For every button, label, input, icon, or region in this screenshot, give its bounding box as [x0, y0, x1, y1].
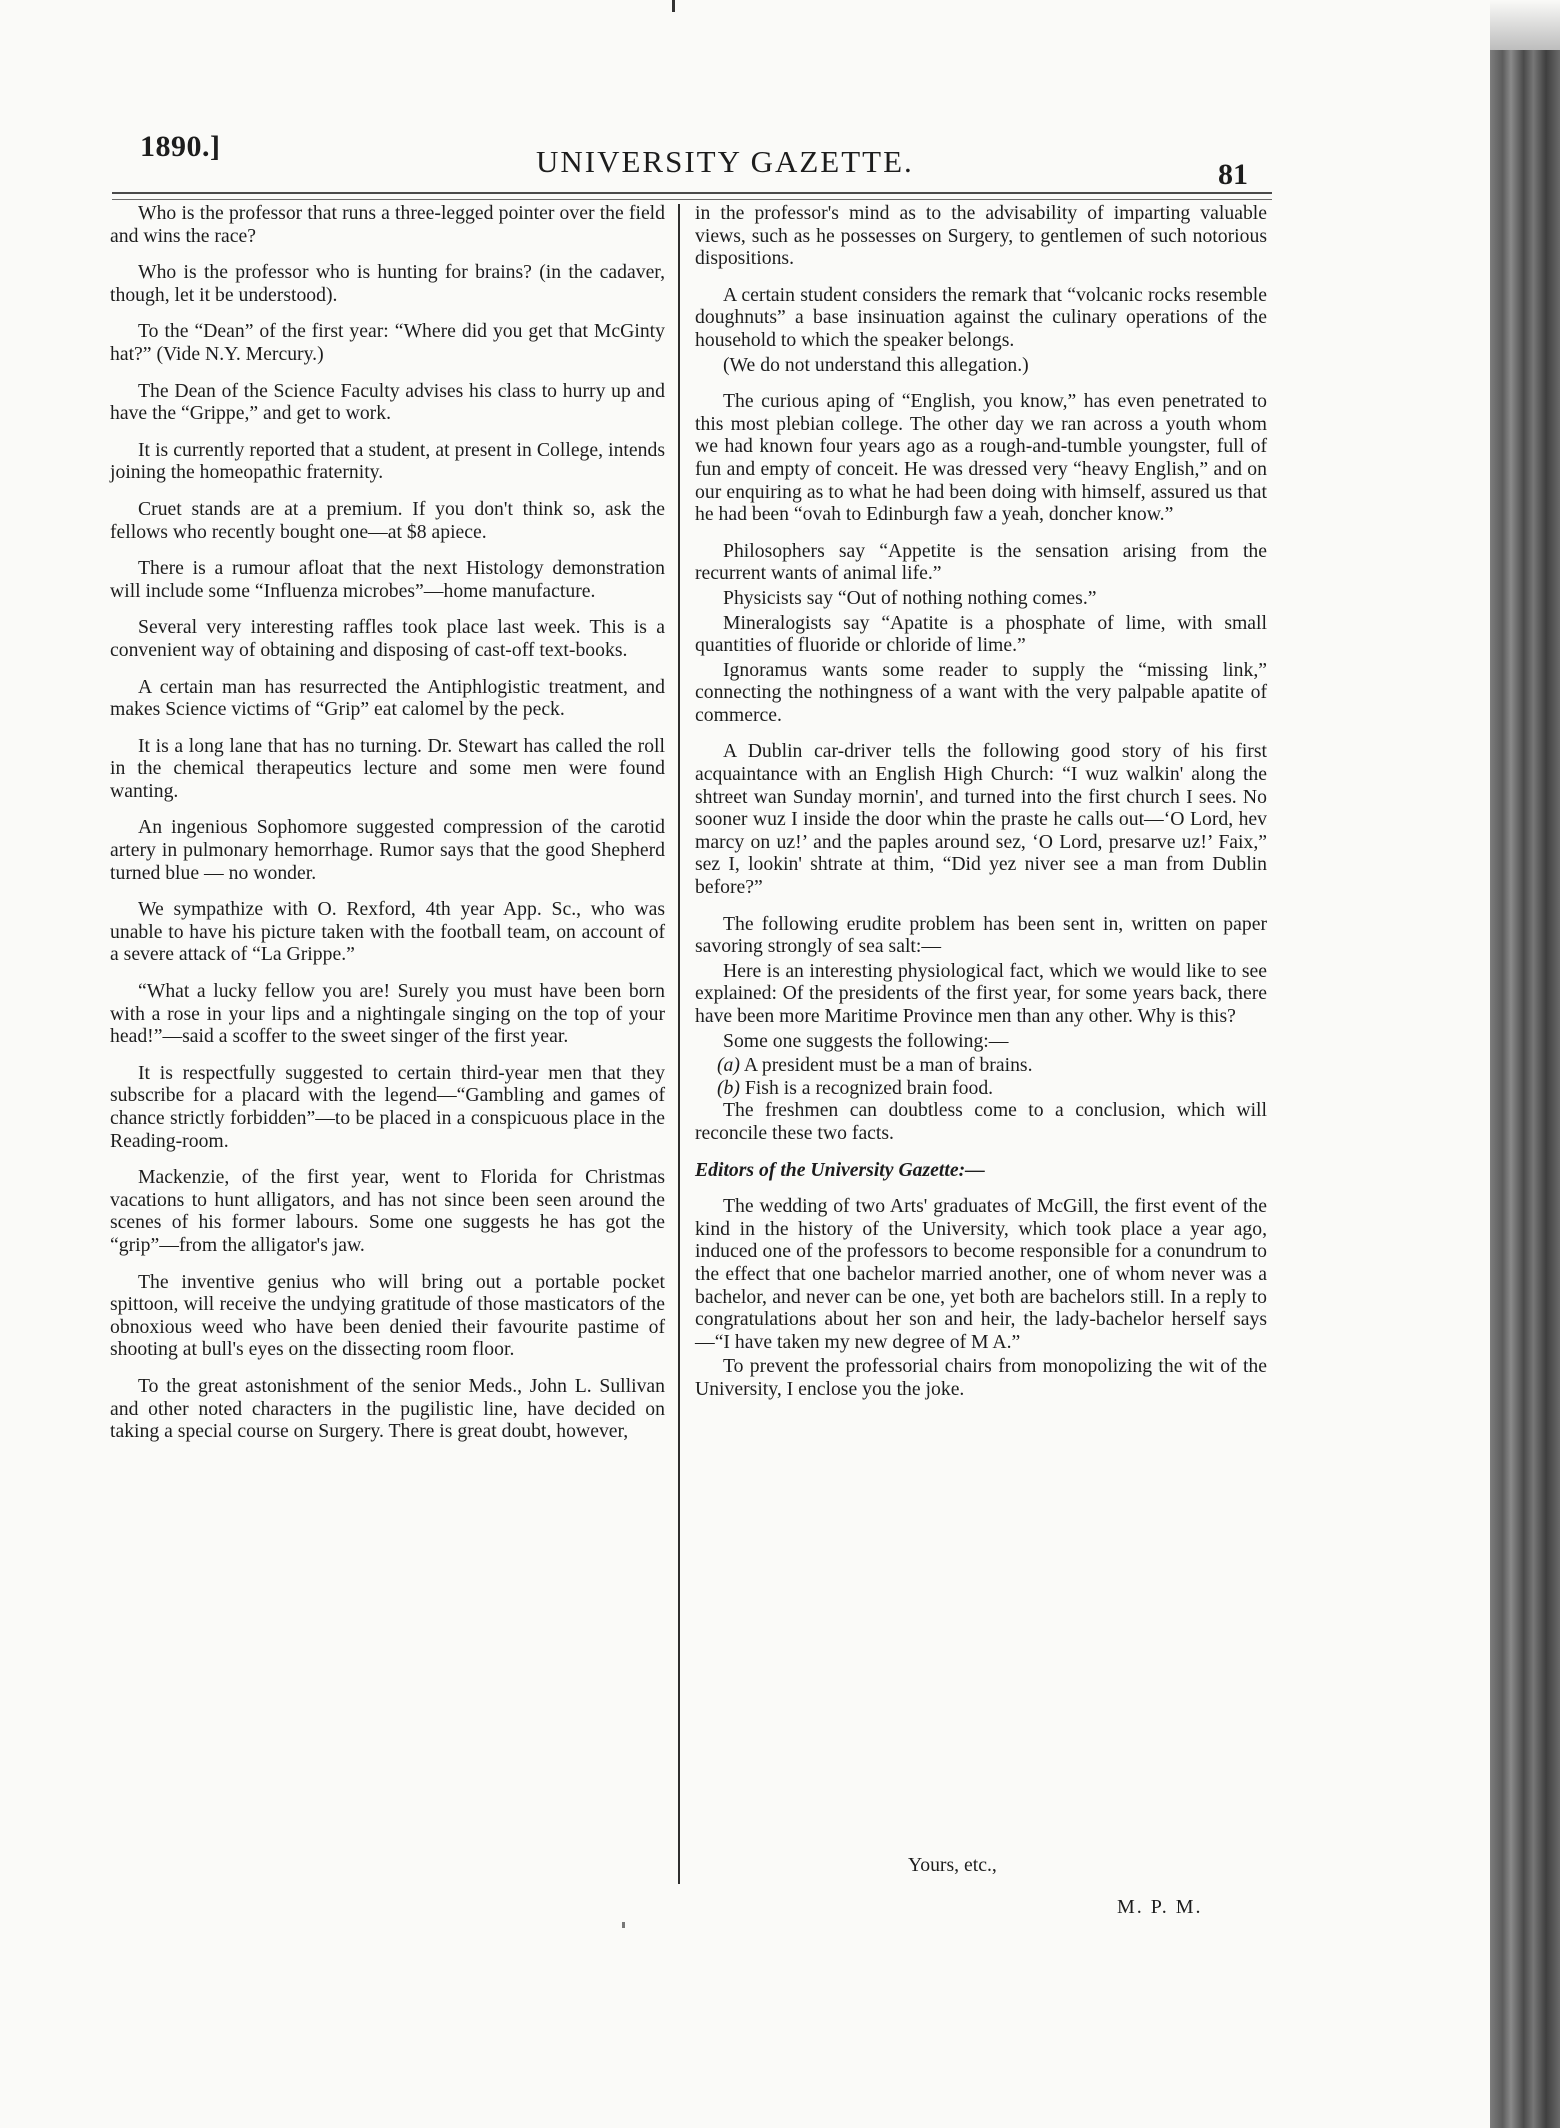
paragraph: in the professor's mind as to the advisability of imparting valuable views, such as he possesses on Surgery, to gentlemen of such notorious dispositions.	[695, 202, 1267, 270]
item-marker: (a)	[717, 1054, 740, 1077]
paragraph: Mackenzie, of the first year, went to Florida for Christmas vacations to hunt alligators, and has not since been seen around the scenes of his former labours. Some one suggests he has got the “grip”—from the alligator's jaw.	[110, 1166, 665, 1256]
paragraph: It is currently reported that a student, at present in College, intends joining the homeopathic fraternity.	[110, 438, 665, 484]
list-item	[695, 1077, 1267, 1100]
paragraph: We sympathize with O. Rexford, 4th year App. Sc., who was unable to have his picture taken with the football team, on account of a severe attack of “La Grippe.”	[110, 898, 665, 966]
column-divider	[678, 204, 680, 1884]
paragraph: An ingenious Sophomore suggested compression of the carotid artery in pulmonary hemorrhage. Rumor says that the good Shepherd turned blue — no wonder.	[110, 816, 665, 884]
paragraph: Mineralogists say “Apatite is a phosphate of lime, with small quantities of fluoride or chloride of lime.”	[695, 611, 1267, 657]
paragraph: Who is the professor that runs a three-legged pointer over the field and wins the race?	[110, 202, 665, 247]
paragraph: To the great astonishment of the senior Meds., John L. Sullivan and other noted characters in the pugilistic line, have decided on taking a special course on Surgery. There is great doubt, however,	[110, 1374, 665, 1443]
paragraph: Here is an interesting physiological fact, which we would like to see explained: Of the presidents of the first year, for some years back, there have been more Maritime Province men than any other. Why is this?	[695, 959, 1267, 1027]
journal-title: UNIVERSITY GAZETTE.	[536, 144, 914, 179]
paragraph: To the “Dean” of the first year: “Where did you get that McGinty hat?” (Vide N.Y. Mercury.)	[110, 320, 665, 365]
paragraph: The curious aping of “English, you know,” has even penetrated to this most plebian college. The other day we ran across a youth whom we had known four years ago as a rough-and-tumble youngster, full of fun and empty of conceit. He was dressed very “heavy English,” and on our enquiring as to what he had been doing with himself, assured us that he had been “ovah to Edinburgh faw a yeah, doncher know.”	[695, 390, 1267, 526]
paragraph: The Dean of the Science Faculty advises his class to hurry up and have the “Grippe,” and get to work.	[110, 379, 665, 425]
paragraph: The wedding of two Arts' graduates of McGill, the first event of the kind in the history of the University, which took place a year ago, induced one of the professors to become responsible for a conundrum to the effect that one bachelor married another, one of whom never was a bachelor, and never can be one, yet both are bachelors still. In a reply to congratulations about her son and heir, the lady-bachelor herself says—“I have taken my new degree of M A.”	[695, 1195, 1267, 1353]
paragraph: Several very interesting raffles took place last week. This is a convenient way of obtaining and disposing of cast-off text-books.	[110, 616, 665, 661]
header-rule-thin	[112, 199, 1272, 200]
paragraph: It is respectfully suggested to certain third-year men that they subscribe for a placard with the legend—“Gambling and games of chance strictly forbidden”—to be placed in a conspicuous place in the Reading-room.	[110, 1061, 665, 1152]
paragraph: Who is the professor who is hunting for brains? (in the cadaver, though, let it be understood).	[110, 261, 665, 306]
item-marker: (b)	[717, 1076, 740, 1099]
book-spine-top	[1490, 0, 1560, 50]
page-top-mark	[672, 0, 675, 12]
paragraph: The following erudite problem has been sent in, written on paper savoring strongly of sea salt:—	[695, 912, 1267, 958]
list-item	[695, 1054, 1267, 1077]
ink-speck	[622, 1922, 625, 1928]
paragraph: The freshmen can doubtless come to a conclusion, which will reconcile these two facts.	[695, 1099, 1267, 1144]
paragraph: Philosophers say “Appetite is the sensation arising from the recurrent wants of animal life.”	[695, 539, 1267, 585]
item-text: A president must be a man of brains.	[743, 1054, 1033, 1077]
letter-signature: M. P. M.	[1117, 1896, 1203, 1918]
letter-salutation: Editors of the University Gazette:—	[695, 1158, 985, 1181]
paragraph: Ignoramus wants some reader to supply the “missing link,” connecting the nothingness of a want with the very palpable apatite of commerce.	[695, 658, 1267, 726]
editor-note: (We do not understand this allegation.)	[723, 353, 1029, 376]
right-column	[695, 202, 1267, 1415]
left-column	[110, 202, 665, 1457]
header-year: 1890.]	[140, 130, 221, 163]
letter-closing: Yours, etc.,	[908, 1854, 997, 1876]
header-rule	[112, 192, 1272, 194]
running-header	[112, 122, 1262, 191]
paragraph: Physicists say “Out of nothing nothing comes.”	[723, 586, 1097, 609]
paragraph: Cruet stands are at a premium. If you don't think so, ask the fellows who recently bought one—at $8 apiece.	[110, 497, 665, 543]
paragraph: A Dublin car-driver tells the following good story of his first acquaintance with an English High Church: “I wuz walkin' along the shtreet wan Sunday mornin', and turned into the first church I sees. No sooner wuz I inside the door whin the praste he calls out—‘O Lord, hev marcy on uz!’ and the paples around sez, ‘O Lord, presarve uz!’ Faix,” sez I, lookin' shtrate at thim, “Did yez niver see a man from Dublin before?”	[695, 740, 1267, 899]
paragraph: A certain student considers the remark that “volcanic rocks resemble doughnuts” a base insinuation against the culinary operations of the household to which the speaker belongs.	[695, 283, 1267, 351]
paragraph: “What a lucky fellow you are! Surely you must have been born with a rose in your lips and a nightingale singing on the top of your head!”—said a scoffer to the sweet singer of the first year.	[110, 980, 665, 1048]
paragraph: It is a long lane that has no turning. Dr. Stewart has called the roll in the chemical therapeutics lecture and some men were found wanting.	[110, 734, 665, 802]
page-number: 81	[1218, 158, 1248, 191]
paragraph: The inventive genius who will bring out a portable pocket spittoon, will receive the undying gratitude of those masticators of the obnoxious weed who have been denied their favourite pastime of shooting at bull's eyes on the dissecting room floor.	[110, 1270, 665, 1361]
paragraph: A certain man has resurrected the Antiphlogistic treatment, and makes Science victims of “Grip” eat calomel by the peck.	[110, 675, 665, 721]
paragraph: To prevent the professorial chairs from monopolizing the wit of the University, I enclose you the joke.	[695, 1355, 1267, 1400]
item-text: Fish is a recognized brain food.	[744, 1076, 994, 1099]
paragraph: There is a rumour afloat that the next Histology demonstration will include some “Influenza microbes”—home manufacture.	[110, 557, 665, 602]
paragraph: Some one suggests the following:—	[723, 1029, 1009, 1052]
book-spine	[1490, 50, 1560, 2128]
